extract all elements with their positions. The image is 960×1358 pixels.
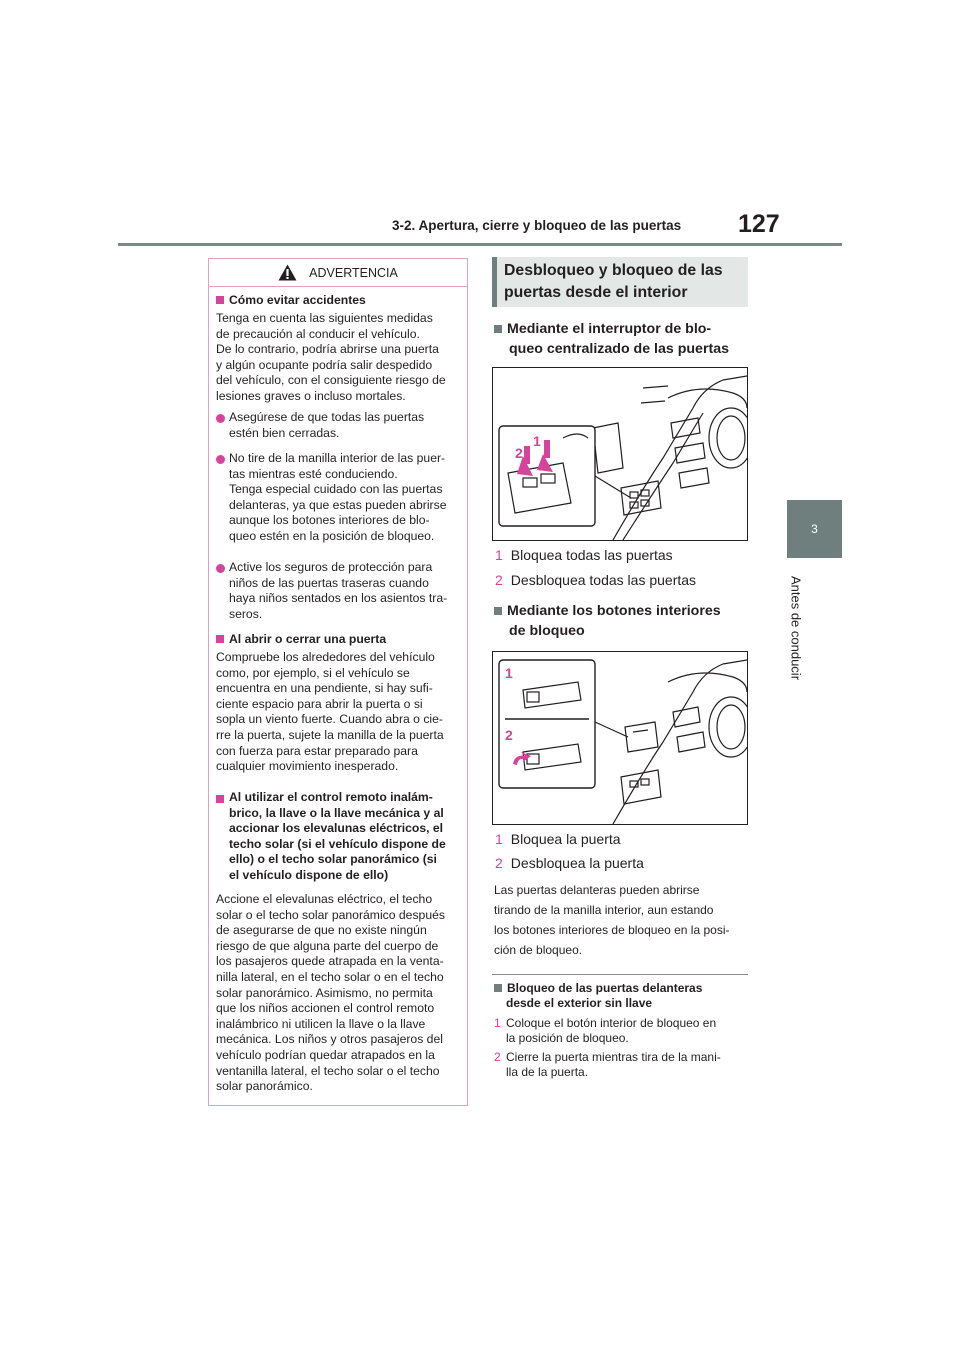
square-bullet-icon <box>216 635 224 643</box>
list-item: 1 Bloquea la puerta <box>495 831 621 847</box>
warning-icon <box>278 264 297 281</box>
square-bullet-icon <box>494 607 502 615</box>
door-lock-button-illustration <box>493 652 747 824</box>
warning-bullet-3: Active los seguros de protección para niños de las puertas traseras cuando haya niños sentados en los asientos tra- seros. <box>229 560 448 621</box>
warning-box <box>208 258 468 1106</box>
door-switch-illustration <box>493 368 747 540</box>
square-bullet-icon <box>216 795 224 803</box>
fig1-label-1: 1 <box>533 433 541 449</box>
subheading-inside-lock-buttons: Mediante los botones interiores de bloqueo <box>494 601 754 641</box>
warning-text-2: Compruebe los alrededores del vehículo como, por ejemplo, si el vehículo se encuentra en una pendiente, si hay sufi- ciente espacio para abrir la puerta o si sopla un viento fuerte. Cuando abra o cie- rre la puerta, sujete la manilla de la puerta con fuerza para estar preparado para cualquier movimiento inesperado. <box>216 650 444 774</box>
warning-heading-2: Al abrir o cerrar una puerta <box>216 632 464 648</box>
square-bullet-icon <box>216 296 224 304</box>
warning-title: ADVERTENCIA <box>309 265 398 280</box>
subheading-central-lock: Mediante el interruptor de blo- queo centralizado de las puertas <box>494 319 754 359</box>
fig2-label-1: 1 <box>505 665 513 681</box>
square-bullet-icon <box>494 984 502 992</box>
warning-header <box>209 259 467 287</box>
warning-heading-1: Cómo evitar accidentes <box>216 293 464 309</box>
figure-inside-lock-buttons <box>492 651 748 825</box>
bullet-dot-icon <box>216 455 225 464</box>
section-heading-box: Desbloqueo y bloqueo de las puertas desde el interior <box>492 257 748 307</box>
warning-bullet-2: No tire de la manilla interior de las puer- tas mientras esté conduciendo. Tenga especial cuidado con las puertas delanteras, ya que estas pueden abrirse aunque los botones interiores de blo- queo estén en la posición de bloqueo. <box>229 451 447 543</box>
warning-heading-3: Al utilizar el control remoto inalám- brico, la llave o la llave mecánica y al accionar los elevalunas eléctricos, el techo solar (si el vehículo dispone de ello) o el techo solar panorámico (si el vehículo dispone de ello) <box>229 790 446 882</box>
list-item: 1 Bloquea todas las puertas <box>495 547 673 563</box>
page-number: 127 <box>738 210 780 238</box>
note-heading: Bloqueo de las puertas delanteras desde el exterior sin llave <box>494 981 756 1011</box>
fig1-label-2: 2 <box>515 445 523 461</box>
bullet-dot-icon <box>216 564 225 573</box>
chapter-label: Antes de conducir <box>788 575 804 681</box>
list-item: 2 Desbloquea todas las puertas <box>495 572 697 588</box>
note-step: 2 Cierre la puerta mientras tira de la mani- lla de la puerta. <box>494 1050 721 1079</box>
figure-central-lock-switch <box>492 367 748 541</box>
chapter-tab: 3 <box>787 500 842 558</box>
paragraph-front-doors: Las puertas delanteras pueden abrirse tirando de la manilla interior, aun estando los botones interiores de bloqueo en la posi- ción de bloqueo. <box>494 883 730 957</box>
warning-text-3: Accione el elevalunas eléctrico, el techo solar o el techo solar panorámico después de asegurarse de que no existe ningún riesgo de que alguna parte del cuerpo de los pasajeros quede atrapada en la venta- nilla lateral, en el techo solar o en el techo solar panorámico. Asimismo, no permita que los niños accionen el control remoto inalámbrico ni utilicen la llave o la llave mecánica. Los niños y otros pasajeros del vehículo podrían quedar atrapados en la ventanilla lateral, el techo solar o el techo solar panorámico. <box>216 892 445 1094</box>
section-title: 3-2. Apertura, cierre y bloqueo de las puertas <box>392 218 682 233</box>
warning-bullet-1: Asegúrese de que todas las puertas estén bien cerradas. <box>229 410 425 440</box>
fig2-label-2: 2 <box>505 727 513 743</box>
note-step: 1 Coloque el botón interior de bloqueo en la posición de bloqueo. <box>494 1016 717 1045</box>
list-item: 2 Desbloquea la puerta <box>495 855 644 871</box>
divider <box>492 974 748 975</box>
bullet-dot-icon <box>216 414 225 423</box>
square-bullet-icon <box>494 325 502 333</box>
warning-text-1: Tenga en cuenta las siguientes medidas de precaución al conducir el vehículo. De lo contrario, podría abrirse una puerta y algún ocupante podría salir despedido del vehículo, con el consiguiente riesgo de lesiones graves o incluso mortales. <box>216 311 446 403</box>
header-rule <box>118 243 842 246</box>
